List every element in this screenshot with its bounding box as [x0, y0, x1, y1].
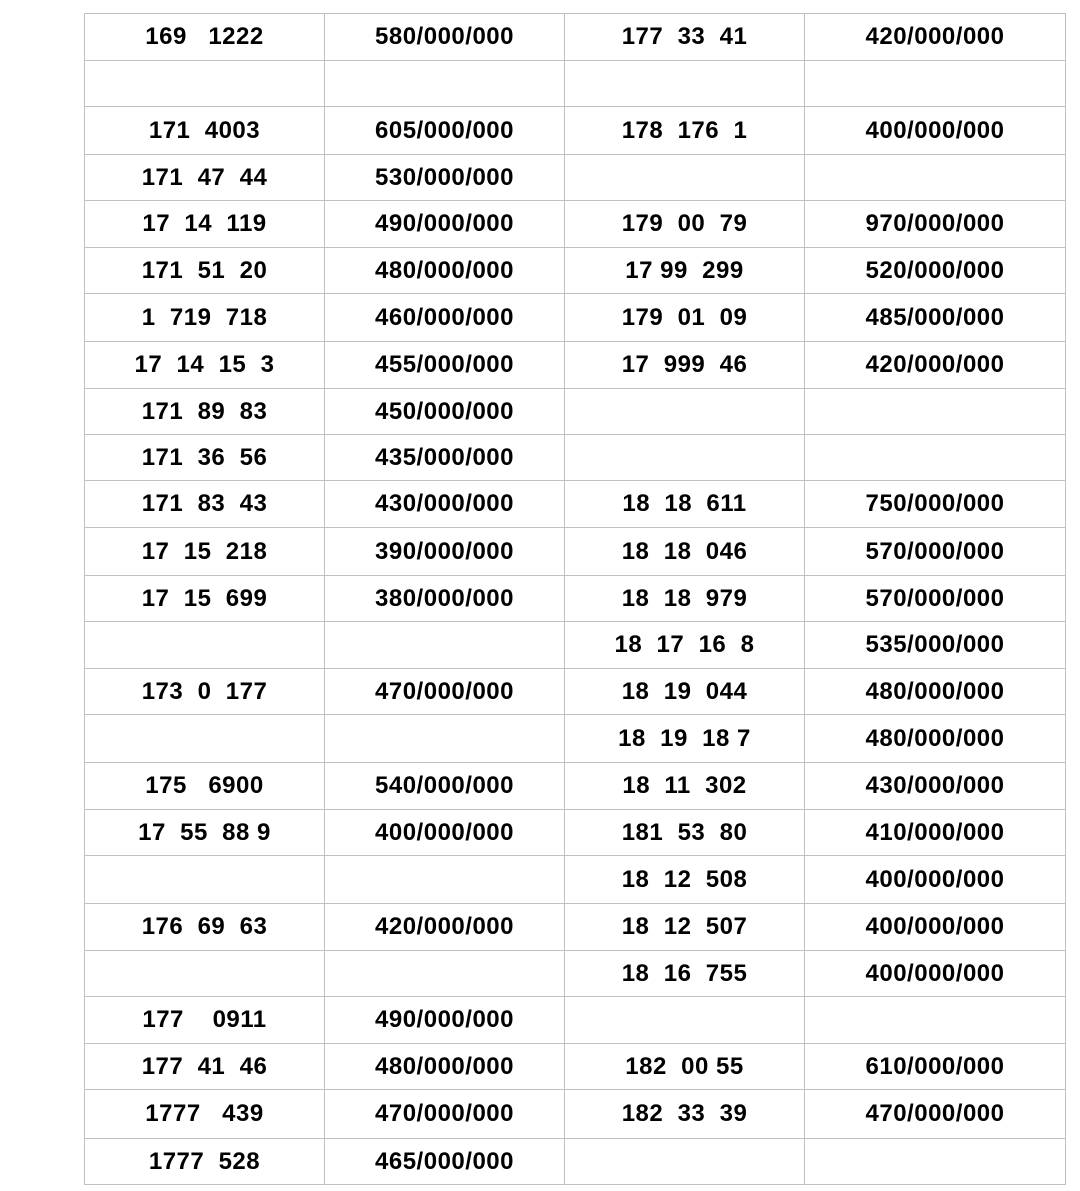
table-row — [85, 1090, 1066, 1139]
right-number-cell: 181 53 80 — [565, 810, 805, 856]
left-number-cell: 17 15 218 — [85, 528, 325, 576]
right-number-cell — [565, 435, 805, 481]
left-number-cell: 17 14 15 3 — [85, 342, 325, 389]
table-row — [85, 1139, 1066, 1185]
left-number-cell: 1777 439 — [85, 1090, 325, 1139]
table-row — [85, 951, 1066, 997]
left-number-cell — [85, 61, 325, 107]
right-price-cell — [805, 435, 1066, 481]
right-price-cell — [805, 61, 1066, 107]
left-number-cell — [85, 856, 325, 904]
left-price-cell: 455/000/000 — [325, 342, 565, 389]
left-price-cell — [325, 951, 565, 997]
right-price-cell: 570/000/000 — [805, 576, 1066, 622]
right-price-cell: 520/000/000 — [805, 248, 1066, 294]
right-price-cell — [805, 389, 1066, 435]
table-row — [85, 342, 1066, 389]
right-price-cell — [805, 997, 1066, 1044]
left-number-cell: 1777 528 — [85, 1139, 325, 1185]
table-body — [85, 14, 1066, 1185]
right-price-cell: 470/000/000 — [805, 1090, 1066, 1139]
right-price-cell: 420/000/000 — [805, 342, 1066, 389]
table-row — [85, 481, 1066, 528]
table-row — [85, 14, 1066, 61]
table-row — [85, 61, 1066, 107]
left-number-cell: 17 55 88 9 — [85, 810, 325, 856]
right-number-cell: 17 999 46 — [565, 342, 805, 389]
right-price-cell: 430/000/000 — [805, 763, 1066, 810]
table-row — [85, 155, 1066, 201]
left-price-cell: 490/000/000 — [325, 997, 565, 1044]
right-price-cell: 610/000/000 — [805, 1044, 1066, 1090]
left-price-cell: 450/000/000 — [325, 389, 565, 435]
right-number-cell: 17 99 299 — [565, 248, 805, 294]
right-price-cell: 400/000/000 — [805, 951, 1066, 997]
right-number-cell: 18 12 507 — [565, 904, 805, 951]
left-number-cell: 176 69 63 — [85, 904, 325, 951]
right-number-cell: 179 00 79 — [565, 201, 805, 248]
right-price-cell: 400/000/000 — [805, 107, 1066, 155]
left-number-cell: 171 83 43 — [85, 481, 325, 528]
left-number-cell: 171 89 83 — [85, 389, 325, 435]
left-number-cell: 177 41 46 — [85, 1044, 325, 1090]
left-price-cell: 540/000/000 — [325, 763, 565, 810]
table-row — [85, 810, 1066, 856]
left-price-cell: 470/000/000 — [325, 669, 565, 715]
left-number-cell: 171 51 20 — [85, 248, 325, 294]
table-row — [85, 107, 1066, 155]
table-row — [85, 904, 1066, 951]
right-price-cell: 400/000/000 — [805, 856, 1066, 904]
right-number-cell: 179 01 09 — [565, 294, 805, 342]
right-number-cell: 177 33 41 — [565, 14, 805, 61]
right-number-cell: 182 33 39 — [565, 1090, 805, 1139]
left-price-cell: 470/000/000 — [325, 1090, 565, 1139]
table-row — [85, 1044, 1066, 1090]
left-number-cell: 173 0 177 — [85, 669, 325, 715]
left-number-cell — [85, 622, 325, 669]
right-number-cell: 18 12 508 — [565, 856, 805, 904]
table-row — [85, 763, 1066, 810]
left-number-cell: 171 36 56 — [85, 435, 325, 481]
right-price-cell: 480/000/000 — [805, 669, 1066, 715]
table-row — [85, 528, 1066, 576]
left-price-cell — [325, 715, 565, 763]
left-price-cell — [325, 61, 565, 107]
left-price-cell: 400/000/000 — [325, 810, 565, 856]
left-price-cell: 530/000/000 — [325, 155, 565, 201]
table-row — [85, 715, 1066, 763]
right-number-cell — [565, 997, 805, 1044]
number-price-table — [84, 13, 1066, 1185]
right-price-cell — [805, 155, 1066, 201]
right-price-cell: 400/000/000 — [805, 904, 1066, 951]
left-price-cell: 380/000/000 — [325, 576, 565, 622]
left-price-cell: 490/000/000 — [325, 201, 565, 248]
left-number-cell — [85, 715, 325, 763]
right-price-cell: 570/000/000 — [805, 528, 1066, 576]
table-row — [85, 622, 1066, 669]
price-list-sheet — [84, 13, 1065, 1185]
right-number-cell: 18 11 302 — [565, 763, 805, 810]
table-row — [85, 669, 1066, 715]
right-price-cell: 485/000/000 — [805, 294, 1066, 342]
left-price-cell: 465/000/000 — [325, 1139, 565, 1185]
right-price-cell: 410/000/000 — [805, 810, 1066, 856]
right-number-cell — [565, 155, 805, 201]
left-price-cell: 480/000/000 — [325, 248, 565, 294]
right-price-cell: 420/000/000 — [805, 14, 1066, 61]
table-row — [85, 389, 1066, 435]
left-number-cell: 17 14 119 — [85, 201, 325, 248]
right-price-cell: 750/000/000 — [805, 481, 1066, 528]
right-number-cell: 178 176 1 — [565, 107, 805, 155]
left-price-cell: 605/000/000 — [325, 107, 565, 155]
table-row — [85, 997, 1066, 1044]
right-price-cell: 480/000/000 — [805, 715, 1066, 763]
left-number-cell: 17 15 699 — [85, 576, 325, 622]
table-row — [85, 294, 1066, 342]
left-price-cell: 430/000/000 — [325, 481, 565, 528]
right-number-cell — [565, 1139, 805, 1185]
right-number-cell: 18 16 755 — [565, 951, 805, 997]
left-price-cell — [325, 622, 565, 669]
right-price-cell: 970/000/000 — [805, 201, 1066, 248]
right-number-cell — [565, 389, 805, 435]
left-number-cell: 175 6900 — [85, 763, 325, 810]
table-row — [85, 201, 1066, 248]
right-number-cell — [565, 61, 805, 107]
left-number-cell: 1 719 718 — [85, 294, 325, 342]
left-number-cell — [85, 951, 325, 997]
table-row — [85, 248, 1066, 294]
left-price-cell: 420/000/000 — [325, 904, 565, 951]
left-number-cell: 171 4003 — [85, 107, 325, 155]
left-price-cell: 390/000/000 — [325, 528, 565, 576]
right-number-cell: 18 18 611 — [565, 481, 805, 528]
right-price-cell — [805, 1139, 1066, 1185]
left-price-cell: 435/000/000 — [325, 435, 565, 481]
left-price-cell: 480/000/000 — [325, 1044, 565, 1090]
right-number-cell: 18 17 16 8 — [565, 622, 805, 669]
left-price-cell: 460/000/000 — [325, 294, 565, 342]
right-number-cell: 182 00 55 — [565, 1044, 805, 1090]
right-number-cell: 18 19 18 7 — [565, 715, 805, 763]
left-price-cell: 580/000/000 — [325, 14, 565, 61]
left-number-cell: 177 0911 — [85, 997, 325, 1044]
right-number-cell: 18 19 044 — [565, 669, 805, 715]
left-number-cell: 171 47 44 — [85, 155, 325, 201]
right-price-cell: 535/000/000 — [805, 622, 1066, 669]
table-row — [85, 576, 1066, 622]
right-number-cell: 18 18 046 — [565, 528, 805, 576]
left-number-cell: 169 1222 — [85, 14, 325, 61]
table-row — [85, 435, 1066, 481]
left-price-cell — [325, 856, 565, 904]
right-number-cell: 18 18 979 — [565, 576, 805, 622]
table-row — [85, 856, 1066, 904]
